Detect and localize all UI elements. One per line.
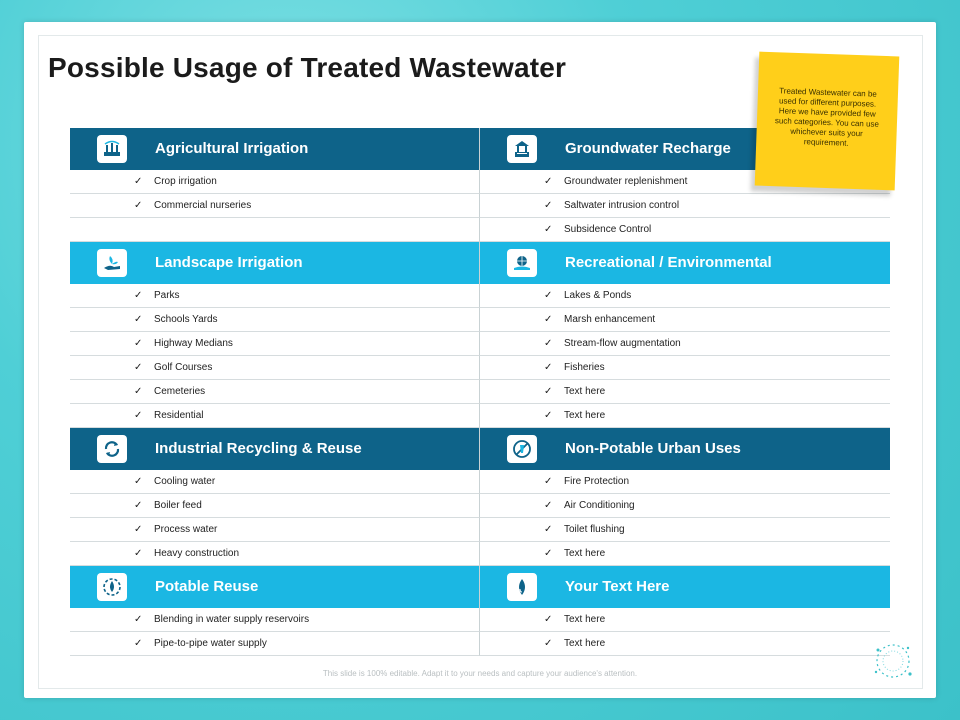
- check-icon: ✓: [134, 638, 143, 649]
- section-header-industrial-recycling: [70, 428, 480, 470]
- sticky-note: [755, 52, 900, 191]
- list-item: [70, 404, 480, 428]
- water-splash-icon: [868, 636, 918, 686]
- item-text: Schools Yards: [154, 314, 218, 325]
- list-item: [480, 470, 890, 494]
- list-item: [70, 332, 480, 356]
- check-icon: ✓: [134, 338, 143, 349]
- list-item: [480, 632, 890, 656]
- check-icon: ✓: [544, 200, 553, 211]
- list-item: [480, 218, 890, 242]
- right-column: [480, 128, 890, 656]
- item-text: Process water: [154, 524, 218, 535]
- item-text: Residential: [154, 410, 204, 421]
- section-title: Industrial Recycling & Reuse: [155, 440, 362, 457]
- item-text: Boiler feed: [154, 500, 202, 511]
- list-item: [480, 494, 890, 518]
- check-icon: ✓: [134, 362, 143, 373]
- list-item: [70, 518, 480, 542]
- section-title: Recreational / Environmental: [565, 254, 772, 271]
- check-icon: ✓: [134, 290, 143, 301]
- check-icon: ✓: [134, 200, 143, 211]
- check-icon: ✓: [544, 224, 553, 235]
- check-icon: ✓: [544, 638, 553, 649]
- list-item: [480, 380, 890, 404]
- check-icon: ✓: [544, 500, 553, 511]
- section-title: Agricultural Irrigation: [155, 140, 309, 157]
- list-item: [70, 632, 480, 656]
- list-item: [70, 470, 480, 494]
- check-icon: ✓: [544, 410, 553, 421]
- footer-text: This slide is 100% editable. Adapt it to your needs and capture your audience's attention.: [322, 669, 638, 678]
- list-item: [70, 308, 480, 332]
- check-icon: ✓: [134, 524, 143, 535]
- item-text: Text here: [564, 410, 606, 421]
- list-item: [480, 608, 890, 632]
- check-icon: ✓: [544, 548, 553, 559]
- item-text: Highway Medians: [154, 338, 233, 349]
- list-item: [70, 494, 480, 518]
- item-text: Pipe-to-pipe water supply: [154, 638, 267, 649]
- section-header-agricultural-irrigation: [70, 128, 480, 170]
- page-title: Possible Usage of Treated Wastewater: [48, 52, 567, 83]
- well-icon: [507, 135, 537, 163]
- list-item: [480, 308, 890, 332]
- check-icon: ✓: [134, 548, 143, 559]
- item-text: Heavy construction: [154, 548, 240, 559]
- check-icon: ✓: [544, 314, 553, 325]
- water-drop-icon: [507, 573, 537, 601]
- item-text: Air Conditioning: [564, 500, 635, 511]
- section-header-potable-reuse: [70, 566, 480, 608]
- list-item: [480, 332, 890, 356]
- item-text: Commercial nurseries: [154, 200, 252, 211]
- list-item: [480, 518, 890, 542]
- check-icon: ✓: [544, 362, 553, 373]
- item-text: Marsh enhancement: [564, 314, 656, 325]
- check-icon: ✓: [544, 290, 553, 301]
- item-text: Toilet flushing: [564, 524, 625, 535]
- check-icon: ✓: [544, 524, 553, 535]
- item-text: Stream-flow augmentation: [564, 338, 681, 349]
- list-item: [70, 542, 480, 566]
- item-text: Text here: [564, 638, 606, 649]
- no-drink-icon: [507, 435, 537, 463]
- list-item: [480, 542, 890, 566]
- section-header-your-text: [480, 566, 890, 608]
- list-item: [480, 194, 890, 218]
- check-icon: ✓: [544, 614, 553, 625]
- section-header-non-potable-urban: [480, 428, 890, 470]
- item-text: Text here: [564, 548, 606, 559]
- item-text: Subsidence Control: [564, 224, 652, 235]
- list-item: [480, 404, 890, 428]
- item-text: Text here: [564, 386, 606, 397]
- list-item: [70, 284, 480, 308]
- globe-hand-icon: [507, 249, 537, 277]
- check-icon: ✓: [134, 176, 143, 187]
- sticky-note-text: Treated Wastewater can be used for different purposes. Here we have provided few such categories. You can use whichever suits your requirement.: [774, 86, 880, 148]
- recycle-icon: [97, 435, 127, 463]
- check-icon: ✓: [134, 476, 143, 487]
- list-item: [70, 356, 480, 380]
- irrigation-icon: [97, 135, 127, 163]
- list-item: [480, 284, 890, 308]
- list-item: [70, 608, 480, 632]
- item-text: Cemeteries: [154, 386, 206, 397]
- item-text: Blending in water supply reservoirs: [154, 614, 310, 625]
- section-title: Your Text Here: [565, 578, 670, 595]
- item-text: Saltwater intrusion control: [564, 200, 680, 211]
- list-item: [70, 194, 480, 218]
- section-title: Potable Reuse: [155, 578, 259, 595]
- check-icon: ✓: [134, 614, 143, 625]
- item-text: Fisheries: [564, 362, 605, 373]
- water-drop-circle-icon: [97, 573, 127, 601]
- list-item: [480, 356, 890, 380]
- list-item: [70, 380, 480, 404]
- item-text: Cooling water: [154, 476, 216, 487]
- check-icon: ✓: [544, 476, 553, 487]
- left-column: [70, 128, 480, 656]
- check-icon: ✓: [544, 338, 553, 349]
- plant-hand-icon: [97, 249, 127, 277]
- check-icon: ✓: [134, 314, 143, 325]
- check-icon: ✓: [134, 500, 143, 511]
- section-header-landscape-irrigation: [70, 242, 480, 284]
- empty-row: [70, 218, 480, 242]
- section-title: Groundwater Recharge: [565, 140, 731, 157]
- item-text: Lakes & Ponds: [564, 290, 632, 301]
- list-item: [70, 170, 480, 194]
- item-text: Text here: [564, 614, 606, 625]
- item-text: Crop irrigation: [154, 176, 217, 187]
- item-text: Groundwater replenishment: [564, 176, 688, 187]
- section-title: Landscape Irrigation: [155, 254, 303, 271]
- section-header-recreational: [480, 242, 890, 284]
- item-text: Golf Courses: [154, 362, 213, 373]
- item-text: Parks: [154, 290, 180, 301]
- check-icon: ✓: [134, 386, 143, 397]
- check-icon: ✓: [544, 386, 553, 397]
- item-text: Fire Protection: [564, 476, 630, 487]
- check-icon: ✓: [544, 176, 553, 187]
- check-icon: ✓: [134, 410, 143, 421]
- section-title: Non-Potable Urban Uses: [565, 440, 741, 457]
